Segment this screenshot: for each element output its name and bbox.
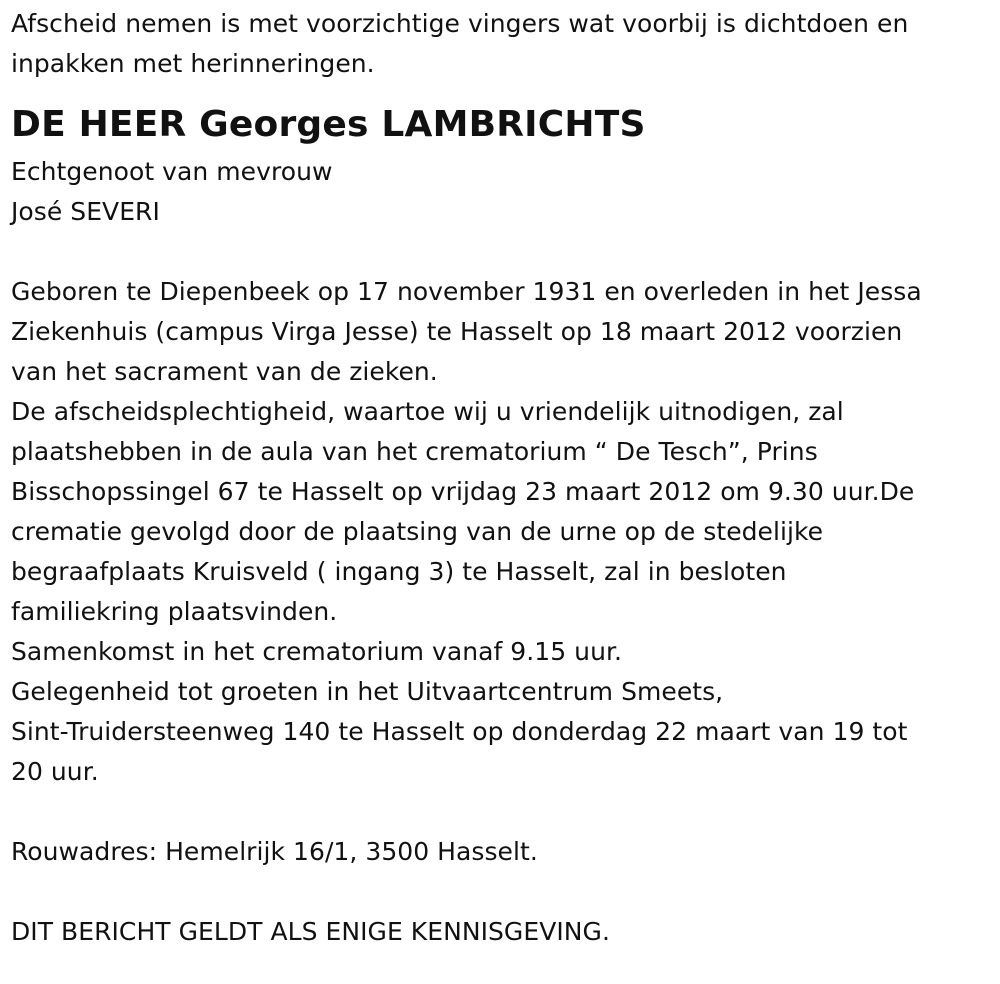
body-line: begraafplaats Kruisveld ( ingang 3) te Hasselt, zal in besloten: [11, 557, 787, 586]
body-line: van het sacrament van de zieken.: [11, 357, 438, 386]
spouse-block: [11, 152, 986, 232]
spacer: [11, 792, 986, 832]
body-line: Ziekenhuis (campus Virga Jesse) te Hasselt op 18 maart 2012 voorzien: [11, 317, 903, 346]
body-line: Geboren te Diepenbeek op 17 november 1931 en overleden in het Jessa: [11, 277, 922, 306]
body-line: 20 uur.: [11, 757, 99, 786]
spacer: [11, 232, 986, 272]
obituary-notice: [11, 4, 986, 952]
body-line: De afscheidsplechtigheid, waartoe wij u vriendelijk uitnodigen, zal: [11, 397, 844, 426]
body-line: Gelegenheid tot groeten in het Uitvaartcentrum Smeets,: [11, 677, 724, 706]
body-line: familiekring plaatsvinden.: [11, 597, 338, 626]
intro-quote: [11, 4, 986, 84]
spouse-name: José SEVERI: [11, 197, 160, 226]
body-line: Sint-Truidersteenweg 140 te Hasselt op donderdag 22 maart van 19 tot: [11, 717, 908, 746]
body-line: crematie gevolgd door de plaatsing van de urne op de stedelijke: [11, 517, 824, 546]
intro-line: Afscheid nemen is met voorzichtige vingers wat voorbij is dichtdoen en: [11, 9, 909, 38]
body-line: Bisschopssingel 67 te Hasselt op vrijdag 23 maart 2012 om 9.30 uur.De: [11, 477, 915, 506]
mourning-address: Rouwadres: Hemelrijk 16/1, 3500 Hasselt.: [11, 837, 538, 866]
deceased-name: DE HEER Georges LAMBRICHTS: [11, 104, 646, 145]
body-line: Samenkomst in het crematorium vanaf 9.15 uur.: [11, 637, 622, 666]
official-notice: DIT BERICHT GELDT ALS ENIGE KENNISGEVING.: [11, 917, 610, 946]
intro-line: inpakken met herinneringen.: [11, 49, 375, 78]
body-line: plaatshebben in de aula van het crematorium “ De Tesch”, Prins: [11, 437, 818, 466]
spouse-line: Echtgenoot van mevrouw: [11, 157, 333, 186]
body-text: [11, 272, 986, 792]
spacer: [11, 872, 986, 912]
